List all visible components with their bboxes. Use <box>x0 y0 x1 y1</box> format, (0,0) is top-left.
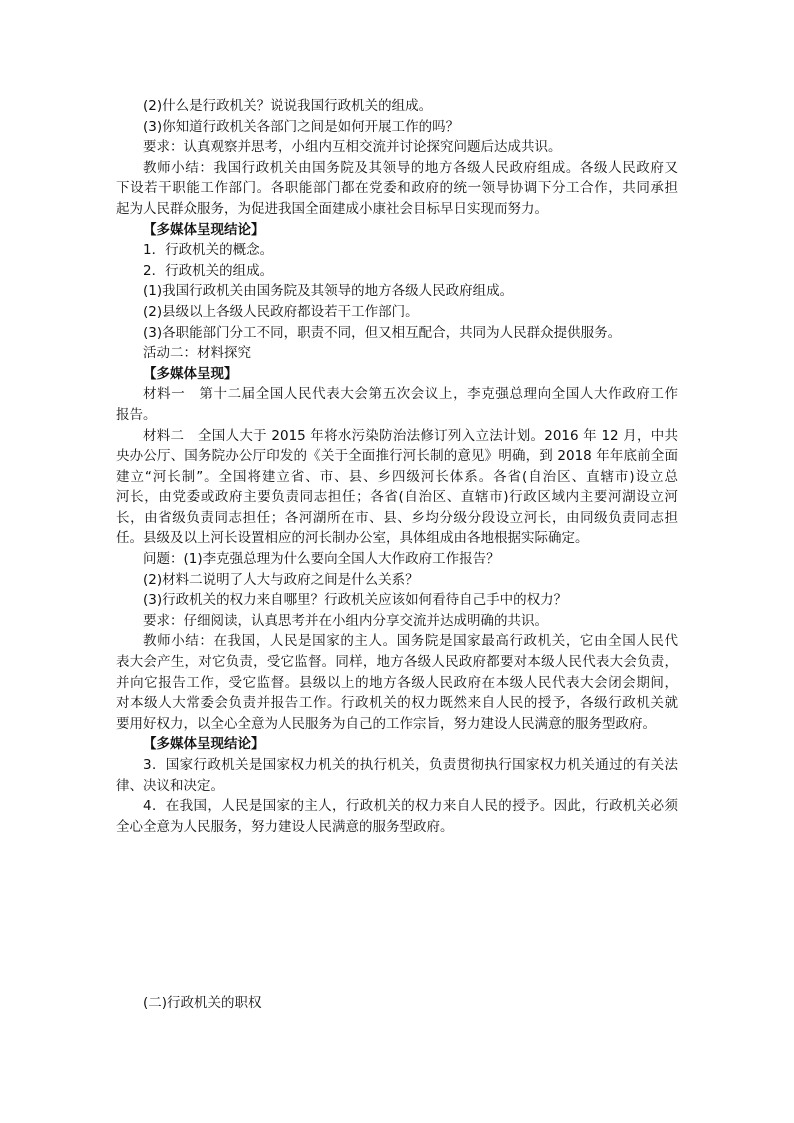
text-line: 3．国家行政机关是国家权力机关的执行机关，负责贯彻执行国家权力机关通过的有关法 <box>143 757 678 773</box>
text-line: 河长，由党委或政府主要负责同志担任；各省(自治区、直辖市)行政区域内主要河湖设立河 <box>116 489 678 506</box>
text-line: 活动二：材料探究 <box>143 345 251 362</box>
text-line: (1)我国行政机关由国务院及其领导的地方各级人民政府组成。 <box>143 283 514 300</box>
text-line: 【多媒体呈现结论】 <box>143 736 265 753</box>
text-line: (3)各职能部门分工不同，职责不同，但又相互配合，共同为人民群众提供服务。 <box>143 324 622 341</box>
text-line: 报告。 <box>116 406 157 423</box>
text-line: 并向它报告工作，受它监督。县级以上的地方各级人民政府在本级人民代表大会闭会期间， <box>116 674 678 691</box>
text-line: (3)行政机关的权力来自哪里？行政机关应该如何看待自己手中的权力？ <box>143 592 568 609</box>
text-line: 问题：(1)李克强总理为什么要向全国人大作政府工作报告？ <box>143 551 500 568</box>
text-line: 教师小结：在我国，人民是国家的主人。国务院是国家最高行政机关，它由全国人民代 <box>143 633 678 650</box>
section-heading: (二)行政机关的职权 <box>143 995 262 1011</box>
text-line: (2)材料二说明了人大与政府之间是什么关系？ <box>143 571 419 588</box>
text-line: 2．行政机关的组成。 <box>143 262 274 279</box>
text-line: 对本级人大常委会负责并报告工作。行政机关的权力既然来自人民的授予，各级行政机关就 <box>116 695 678 712</box>
text-line: 材料一 第十二届全国人民代表大会第五次会议上，李克强总理向全国人大作政府工作 <box>143 386 678 403</box>
text-line: 4．在我国，人民是国家的主人，行政机关的权力来自人民的授予。因此，行政机关必须 <box>143 798 678 815</box>
text-line: 要求：仔细阅读，认真思考并在小组内分享交流并达成明确的共识。 <box>143 612 548 629</box>
text-line: 央办公厅、国务院办公厅印发的《关于全面推行河长制的意见》明确，到 2018 年年底前全面 <box>116 448 678 465</box>
text-line: 任。县级及以上河长设置相应的河长制办公室，具体组成由各地根据实际确定。 <box>116 530 589 547</box>
text-line: 建立“河长制”。全国将建立省、市、县、乡四级河长体系。各省(自治区、直辖市)设立总 <box>116 468 678 485</box>
text-line: 【多媒体呈现】 <box>143 365 238 382</box>
text-line: 表大会产生，对它负责，受它监督。同样，地方各级人民政府都要对本级人民代表大会负责， <box>116 654 678 671</box>
text-line: 律、决议和决定。 <box>116 777 224 794</box>
text-line: 【多媒体呈现结论】 <box>143 221 265 238</box>
text-line: 全心全意为人民服务，努力建设人民满意的服务型政府。 <box>116 818 454 835</box>
text-line: 1．行政机关的概念。 <box>143 242 274 259</box>
document-body <box>116 96 678 837</box>
text-line: 要用好权力，以全心全意为人民服务为自己的工作宗旨，努力建设人民满意的服务型政府。 <box>116 715 656 732</box>
text-line: 材料二 全国人大于 2015 年将水污染防治法修订列入立法计划。2016 年 12 月，中共 <box>143 427 678 444</box>
text-line: 下设若干职能工作部门。各职能部门都在党委和政府的统一领导协调下分工合作，共同承担 <box>116 180 678 197</box>
text-line: 长，由省级负责同志担任；各河湖所在市、县、乡均分级分段设立河长，由同级负责同志担 <box>116 509 678 526</box>
text-line: 要求：认真观察并思考，小组内互相交流并讨论探究问题后达成共识。 <box>143 139 562 156</box>
text-line: (2)什么是行政机关？说说我国行政机关的组成。 <box>143 98 433 114</box>
text-line: 教师小结：我国行政机关由国务院及其领导的地方各级人民政府组成。各级人民政府又 <box>143 159 678 176</box>
text-line: (2)县级以上各级人民政府都设若干工作部门。 <box>143 303 419 320</box>
text-line: (3)你知道行政机关各部门之间是如何开展工作的吗？ <box>143 118 460 135</box>
text-line: 起为人民群众服务，为促进我国全面建成小康社会目标早日实现而努力。 <box>116 200 548 217</box>
